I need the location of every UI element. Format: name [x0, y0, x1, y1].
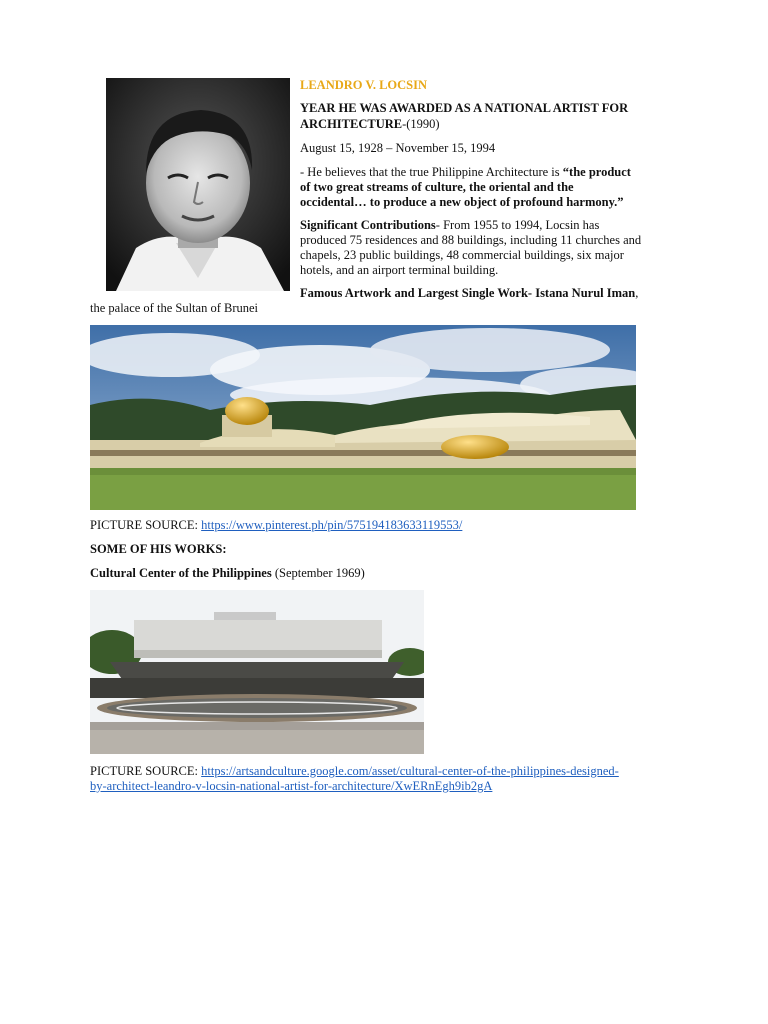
palace-photo	[90, 325, 636, 510]
belief-line-2: of two great streams of culture, the oriental and the	[300, 180, 574, 194]
contributions-line-2: produced 75 residences and 88 buildings, including 11 churches and	[300, 233, 642, 247]
picture-source-link[interactable]: https://artsandculture.google.com/asset/cultural-center-of-the-philippines-designed-	[201, 764, 619, 778]
famous-work-line-1	[300, 286, 638, 301]
picture-source-link-continued[interactable]: by-architect-leandro-v-locsin-national-artist-for-architecture/XwERnEgh9ib2gA	[90, 779, 493, 793]
contributions-line-4: hotels, and an airport terminal building.	[300, 263, 499, 277]
belief-line-1	[300, 165, 631, 180]
picture-source-1	[90, 518, 462, 533]
picture-source-label: PICTURE SOURCE:	[90, 764, 202, 778]
ccp-date: (September 1969)	[271, 566, 365, 580]
belief-line-3: occidental… to produce a new object of profound harmony.”	[300, 195, 624, 209]
award-year: -(1990)	[402, 117, 440, 131]
award-field: ARCHITECTURE	[300, 117, 403, 131]
artist-name: LEANDRO V. LOCSIN	[300, 78, 428, 92]
belief-prefix: - He believes that the true Philippine Architecture is	[300, 165, 563, 179]
famous-work-comma: ,	[635, 286, 639, 300]
contributions-label: Significant Contributions	[300, 218, 436, 232]
award-line-2	[300, 117, 440, 132]
contributions-line-3: chapels, 23 public buildings, 48 commercial buildings, six major	[300, 248, 624, 262]
famous-work-label: Famous Artwork and Largest Single Work- Istana Nurul Iman	[300, 286, 636, 300]
life-dates: August 15, 1928 – November 15, 1994	[300, 141, 496, 155]
picture-source-link[interactable]: https://www.pinterest.ph/pin/575194183633119553/	[201, 518, 463, 532]
picture-source-label: PICTURE SOURCE:	[90, 518, 202, 532]
picture-source-2-line-2	[90, 779, 492, 794]
contributions-line-1	[300, 218, 599, 233]
works-heading: SOME OF HIS WORKS:	[90, 542, 227, 556]
contributions-text: - From 1955 to 1994, Locsin has	[435, 218, 600, 232]
award-line-1: YEAR HE WAS AWARDED AS A NATIONAL ARTIST FOR	[300, 101, 629, 115]
ccp-title: Cultural Center of the Philippines	[90, 566, 272, 580]
ccp-caption	[90, 566, 365, 581]
famous-work-line-2: the palace of the Sultan of Brunei	[90, 301, 258, 315]
ccp-photo	[90, 590, 424, 754]
portrait-photo	[106, 78, 290, 291]
belief-quote-start: “the product	[562, 165, 631, 179]
picture-source-2	[90, 764, 619, 779]
